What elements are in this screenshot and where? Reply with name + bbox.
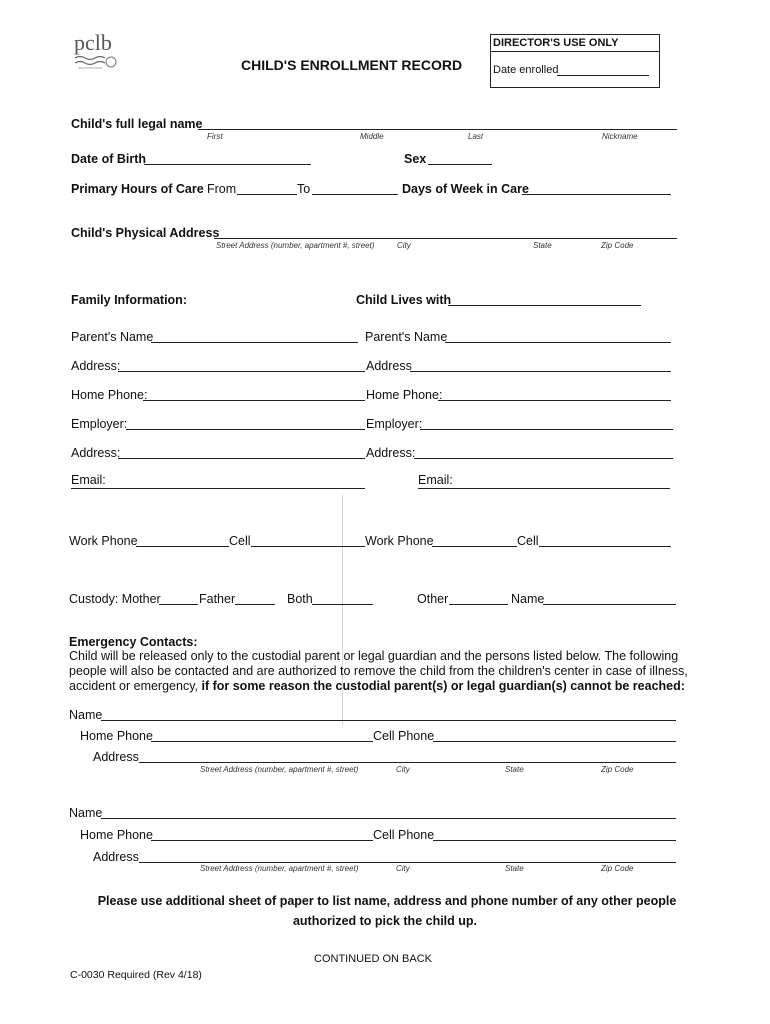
hours-from-field[interactable] bbox=[237, 194, 297, 195]
contact2-street-sublabel: Street Address (number, apartment #, street) bbox=[200, 864, 359, 873]
parent2-cell-field[interactable] bbox=[539, 546, 671, 547]
child-address-label: Child's Physical Address bbox=[71, 226, 220, 240]
continued-on-back: CONTINUED ON BACK bbox=[314, 953, 432, 965]
parent1-address-field[interactable] bbox=[118, 371, 365, 372]
from-label: From bbox=[207, 182, 237, 196]
parent1-email-field[interactable] bbox=[71, 488, 365, 489]
parent2-name-field[interactable] bbox=[445, 342, 671, 343]
contact2-address-label: Address bbox=[93, 850, 139, 864]
sex-label: Sex bbox=[404, 152, 427, 166]
contact1-name-label: Name bbox=[69, 708, 103, 722]
emergency-text-line1: Child will be released only to the custodial parent or legal guardian and the persons listed below. The following bbox=[69, 649, 679, 663]
parent1-cell-field[interactable] bbox=[251, 546, 365, 547]
logo-wave-icon bbox=[74, 54, 118, 70]
sex-field[interactable] bbox=[428, 164, 492, 165]
last-sublabel: Last bbox=[468, 132, 484, 141]
contact1-cell-phone-field[interactable] bbox=[433, 741, 676, 742]
parent2-cell-label: Cell bbox=[517, 534, 539, 548]
emergency-heading: Emergency Contacts: bbox=[69, 635, 198, 649]
parent2-employer-field[interactable] bbox=[420, 429, 673, 430]
page-title: CHILD'S ENROLLMENT RECORD bbox=[241, 57, 463, 73]
parent1-employer-address-field[interactable] bbox=[118, 458, 365, 459]
contact2-home-phone-label: Home Phone bbox=[80, 828, 153, 842]
contact1-zip-sublabel: Zip Code bbox=[601, 765, 634, 774]
additional-sheet-note-line2: authorized to pick the child up. bbox=[292, 914, 478, 928]
contact2-address-field[interactable] bbox=[139, 862, 676, 863]
nickname-sublabel: Nickname bbox=[602, 132, 638, 141]
contact2-cell-phone-field[interactable] bbox=[433, 840, 676, 841]
parent2-home-phone-label: Home Phone: bbox=[366, 388, 443, 402]
contact2-home-phone-field[interactable] bbox=[151, 840, 373, 841]
parent2-work-phone-label: Work Phone bbox=[365, 534, 434, 548]
contact1-address-field[interactable] bbox=[139, 762, 676, 763]
parent2-work-phone-field[interactable] bbox=[432, 546, 517, 547]
custody-other-field[interactable] bbox=[449, 604, 508, 605]
contact2-zip-sublabel: Zip Code bbox=[601, 864, 634, 873]
custody-name-label: Name bbox=[511, 592, 545, 606]
parent2-address-label: Address bbox=[366, 359, 412, 373]
parent2-employer-address-label: Address: bbox=[366, 446, 416, 460]
emergency-text-line3-bold: if for some reason the custodial parent(s) or legal guardian(s) cannot be reached: bbox=[201, 679, 685, 693]
parent2-email-field[interactable] bbox=[418, 488, 670, 489]
parent1-email-label: Email: bbox=[71, 473, 106, 487]
parent1-home-phone-label: Home Phone: bbox=[71, 388, 148, 402]
parent1-employer-address-label: Address: bbox=[71, 446, 121, 460]
lives-with-label: Child Lives with bbox=[356, 293, 452, 307]
logo: pclb bbox=[74, 30, 112, 55]
contact1-state-sublabel: State bbox=[505, 765, 524, 774]
parent1-employer-label: Employer: bbox=[71, 417, 128, 431]
contact2-state-sublabel: State bbox=[505, 864, 524, 873]
date-enrolled-field[interactable] bbox=[557, 75, 649, 76]
parent1-name-field[interactable] bbox=[151, 342, 358, 343]
family-info-heading: Family Information: bbox=[71, 293, 187, 307]
custody-other-label: Other bbox=[417, 592, 449, 606]
child-legal-name-label: Child's full legal name bbox=[71, 117, 203, 131]
child-legal-name-field[interactable] bbox=[198, 129, 677, 130]
days-label: Days of Week in Care bbox=[402, 182, 529, 196]
parent1-name-label: Parent's Name bbox=[71, 330, 154, 344]
parent1-address-label: Address: bbox=[71, 359, 121, 373]
state-sublabel: State bbox=[533, 241, 552, 250]
custody-mother-label: Custody: Mother bbox=[69, 592, 161, 606]
parent2-name-label: Parent's Name bbox=[365, 330, 448, 344]
contact1-street-sublabel: Street Address (number, apartment #, street) bbox=[200, 765, 359, 774]
custody-name-field[interactable] bbox=[543, 604, 676, 605]
parent1-home-phone-field[interactable] bbox=[143, 400, 365, 401]
child-address-field[interactable] bbox=[214, 238, 677, 239]
hours-label: Primary Hours of Care bbox=[71, 182, 204, 196]
lives-with-field[interactable] bbox=[448, 305, 641, 306]
additional-sheet-note-line1: Please use additional sheet of paper to list name, address and phone number of any other people bbox=[97, 894, 677, 908]
parent1-employer-field[interactable] bbox=[126, 429, 365, 430]
custody-both-field[interactable] bbox=[312, 604, 373, 605]
directors-use-box bbox=[490, 34, 660, 88]
days-field[interactable] bbox=[522, 194, 671, 195]
city-sublabel: City bbox=[397, 241, 411, 250]
contact2-cell-phone-label: Cell Phone bbox=[373, 828, 435, 842]
form-id: C-0030 Required (Rev 4/18) bbox=[70, 969, 202, 981]
emergency-text-line3-normal: accident or emergency, bbox=[69, 679, 202, 693]
contact2-name-field[interactable] bbox=[101, 818, 676, 819]
parent2-address-field[interactable] bbox=[410, 371, 671, 372]
contact1-cell-phone-label: Cell Phone bbox=[373, 729, 435, 743]
parent1-cell-label: Cell bbox=[229, 534, 251, 548]
custody-father-field[interactable] bbox=[235, 604, 275, 605]
dob-label: Date of Birth bbox=[71, 152, 146, 166]
contact1-city-sublabel: City bbox=[396, 765, 410, 774]
emergency-text-line2: people will also be contacted and are authorized to remove the child from the children's center in case of illness, bbox=[69, 664, 688, 678]
street-sublabel: Street Address (number, apartment #, street) bbox=[216, 241, 375, 250]
parent2-email-label: Email: bbox=[418, 473, 453, 487]
contact2-name-label: Name bbox=[69, 806, 103, 820]
custody-mother-field[interactable] bbox=[159, 604, 198, 605]
date-enrolled-label: Date enrolled bbox=[493, 64, 559, 76]
to-label: To bbox=[297, 182, 311, 196]
contact1-home-phone-field[interactable] bbox=[151, 741, 373, 742]
contact2-city-sublabel: City bbox=[396, 864, 410, 873]
hours-to-field[interactable] bbox=[312, 194, 398, 195]
contact1-name-field[interactable] bbox=[101, 720, 676, 721]
contact1-home-phone-label: Home Phone bbox=[80, 729, 153, 743]
custody-father-label: Father bbox=[199, 592, 236, 606]
parent1-work-phone-label: Work Phone bbox=[69, 534, 138, 548]
parent2-employer-label: Employer: bbox=[366, 417, 423, 431]
dob-field[interactable] bbox=[144, 164, 311, 165]
first-sublabel: First bbox=[207, 132, 223, 141]
custody-both-label: Both bbox=[287, 592, 313, 606]
parent2-employer-address-field[interactable] bbox=[414, 458, 673, 459]
emergency-text-line3 bbox=[69, 679, 685, 693]
middle-sublabel: Middle bbox=[360, 132, 384, 141]
directors-use-label: DIRECTOR'S USE ONLY bbox=[493, 37, 619, 49]
zip-sublabel: Zip Code bbox=[601, 241, 634, 250]
parent2-home-phone-field[interactable] bbox=[438, 400, 671, 401]
contact1-address-label: Address bbox=[93, 750, 139, 764]
parent1-work-phone-field[interactable] bbox=[136, 546, 229, 547]
